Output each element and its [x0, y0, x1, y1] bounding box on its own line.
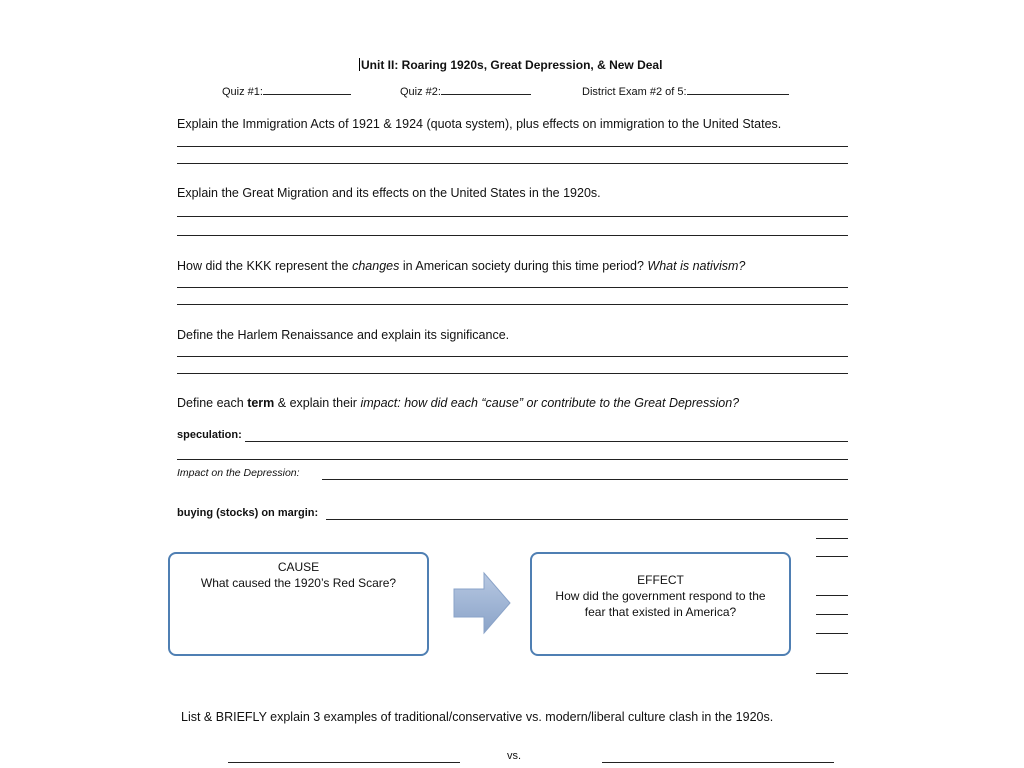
cause-heading: CAUSE: [277, 560, 320, 574]
effect-question-line2: fear that existed in America?: [584, 605, 737, 619]
q3-part: in American society during this time period?: [399, 259, 648, 273]
vs-label: vs.: [507, 750, 522, 762]
short-answer-line[interactable]: [816, 595, 848, 596]
short-answer-line[interactable]: [816, 614, 848, 615]
quiz2-blank[interactable]: [441, 83, 531, 95]
q3-nativism: What is nativism?: [647, 259, 746, 273]
q5-impact: impact: [360, 396, 398, 410]
q3-part-italic: changes: [352, 259, 400, 273]
answer-line[interactable]: [177, 373, 848, 374]
question-define-terms: [177, 396, 739, 410]
effect-question-line1: How did the government respond to the: [555, 589, 766, 603]
answer-line[interactable]: [177, 459, 848, 460]
short-answer-line[interactable]: [816, 556, 848, 557]
traditional-answer-line[interactable]: [228, 762, 460, 763]
question-harlem-renaissance: Define the Harlem Renaissance and explain its significance.: [177, 328, 510, 342]
question-great-migration: Explain the Great Migration and its effects on the United States in the 1920s.: [177, 186, 601, 200]
page-title: [359, 58, 662, 72]
title-text: Unit II: Roaring 1920s, Great Depression, & New Deal: [361, 58, 663, 72]
answer-line[interactable]: [177, 356, 848, 357]
answer-line[interactable]: [326, 519, 848, 520]
quiz2-label: Quiz #2:: [400, 86, 441, 98]
q5-term: term: [247, 396, 275, 410]
text-cursor: [359, 58, 360, 71]
modern-answer-line[interactable]: [602, 762, 834, 763]
answer-line[interactable]: [177, 146, 848, 147]
q5-part: Define each: [177, 396, 248, 410]
q5-part-italic: : how did each “cause” or contribute to the Great Depression?: [397, 396, 740, 410]
short-answer-line[interactable]: [816, 538, 848, 539]
exam-label: District Exam #2 of 5:: [582, 86, 687, 98]
answer-line[interactable]: [177, 216, 848, 217]
answer-line[interactable]: [177, 304, 848, 305]
answer-line[interactable]: [177, 287, 848, 288]
short-answer-line[interactable]: [816, 673, 848, 674]
term-speculation: speculation:: [177, 429, 242, 441]
term-margin: buying (stocks) on margin:: [177, 507, 319, 519]
term-impact-label: Impact on the Depression:: [177, 467, 300, 479]
answer-line[interactable]: [177, 163, 848, 164]
exam-blank[interactable]: [687, 83, 789, 95]
quiz1-label: Quiz #1:: [222, 86, 263, 98]
cause-box[interactable]: [168, 552, 429, 656]
effect-box[interactable]: [530, 552, 791, 656]
answer-line[interactable]: [177, 235, 848, 236]
answer-line[interactable]: [322, 479, 848, 480]
exam-row: [582, 83, 789, 98]
question-kkk: [177, 259, 745, 273]
short-answer-line[interactable]: [816, 633, 848, 634]
q5-part: & explain their: [274, 396, 361, 410]
q3-part: How did the KKK represent the: [177, 259, 353, 273]
culture-clash-prompt: List & BRIEFLY explain 3 examples of traditional/conservative vs. modern/liberal culture clash in the 1920s.: [181, 710, 774, 724]
effect-heading: EFFECT: [637, 573, 684, 587]
quiz2-row: [400, 83, 531, 98]
cause-question: What caused the 1920’s Red Scare?: [200, 576, 397, 590]
answer-line[interactable]: [245, 441, 848, 442]
question-immigration-acts: Explain the Immigration Acts of 1921 & 1924 (quota system), plus effects on immigration to the United States.: [177, 117, 782, 131]
right-arrow-icon: [452, 571, 512, 635]
quiz1-row: [222, 83, 351, 98]
quiz1-blank[interactable]: [263, 83, 351, 95]
